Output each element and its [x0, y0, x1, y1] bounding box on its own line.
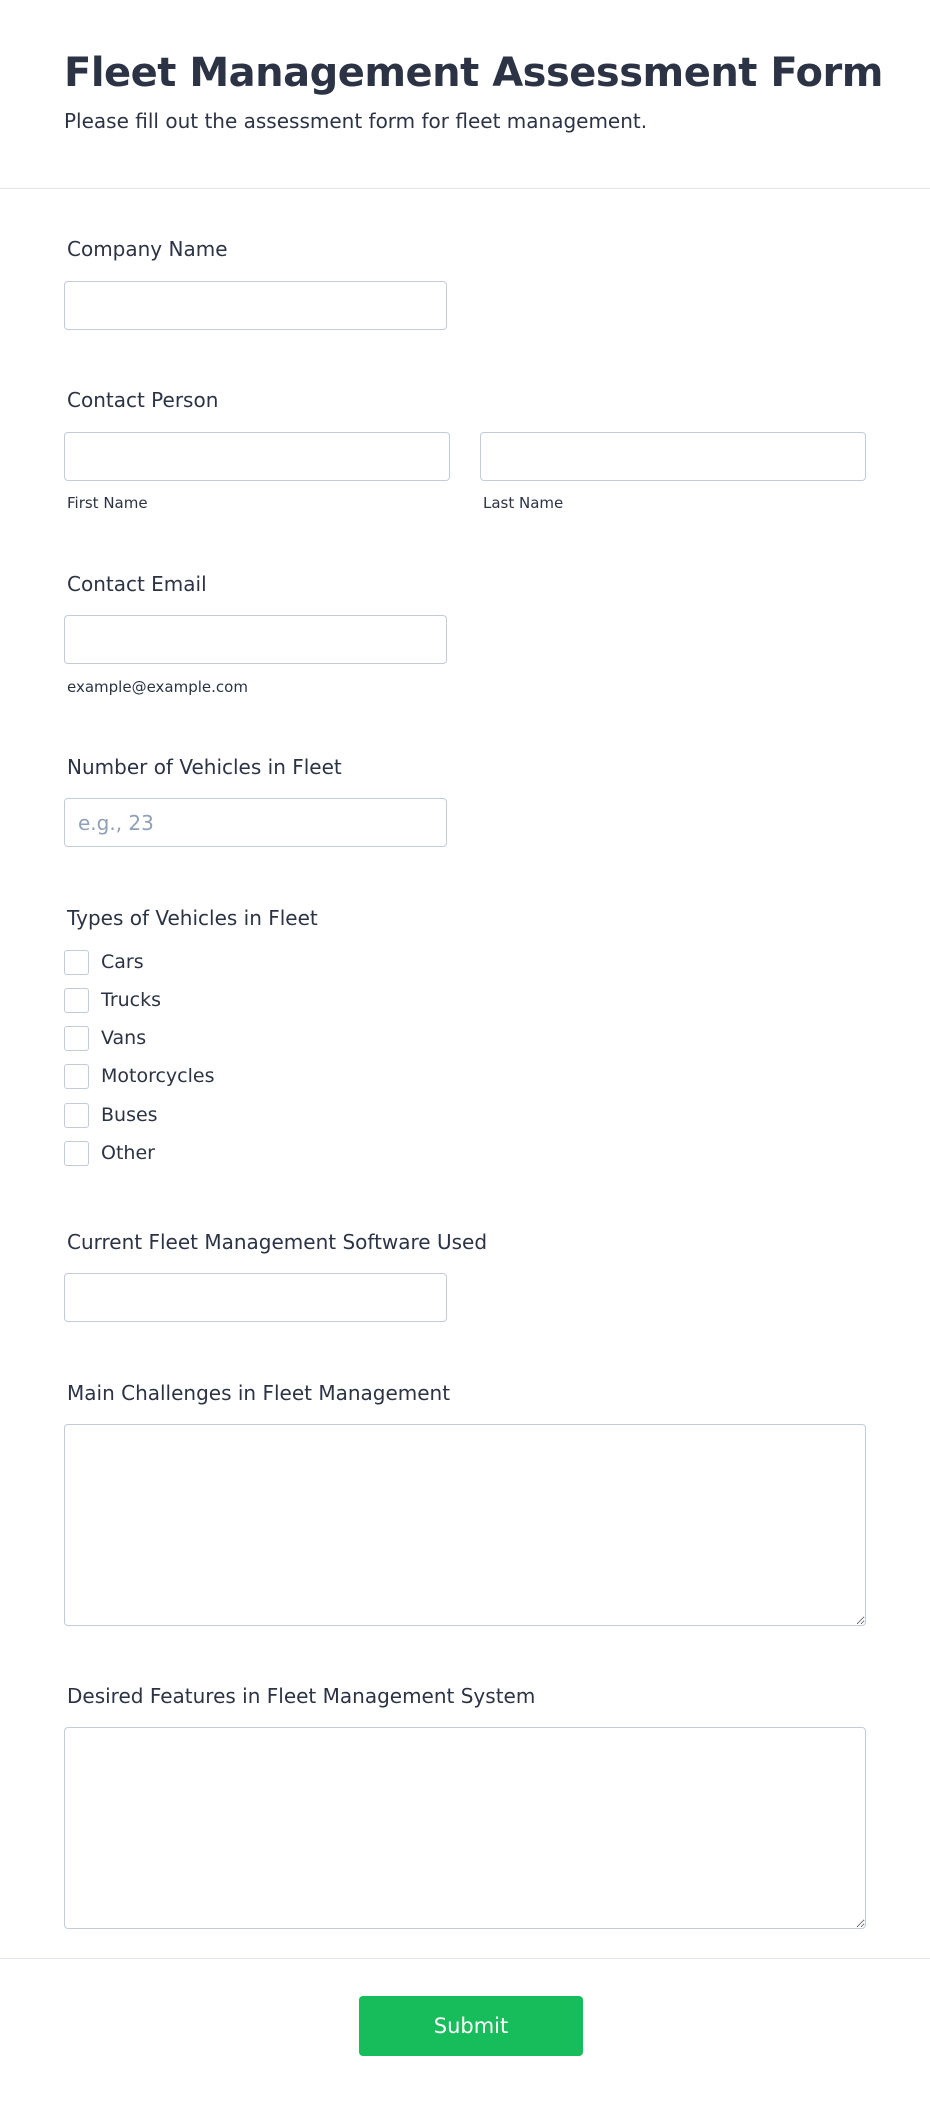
checkbox-label: Other: [101, 1142, 155, 1164]
checkbox-option-motorcycles[interactable]: [64, 1063, 215, 1089]
email-sublabel: example@example.com: [67, 678, 248, 696]
checkbox-option-cars[interactable]: [64, 949, 144, 975]
vehicle-types-label: Types of Vehicles in Fleet: [67, 906, 318, 930]
first-name-input[interactable]: [64, 432, 450, 481]
vehicle-count-label: Number of Vehicles in Fleet: [67, 755, 342, 779]
first-name-sublabel: First Name: [67, 494, 148, 512]
checkbox-label: Cars: [101, 951, 144, 973]
checkbox-label: Trucks: [101, 989, 162, 1011]
last-name-sublabel: Last Name: [483, 494, 564, 512]
checkbox[interactable]: [64, 988, 89, 1013]
features-textarea[interactable]: [64, 1727, 866, 1929]
checkbox-option-vans[interactable]: [64, 1025, 146, 1051]
checkbox[interactable]: [64, 950, 89, 975]
checkbox-label: Buses: [101, 1104, 158, 1126]
checkbox[interactable]: [64, 1064, 89, 1089]
checkbox[interactable]: [64, 1026, 89, 1051]
software-input[interactable]: [64, 1273, 447, 1322]
company-name-label: Company Name: [67, 237, 228, 261]
checkbox[interactable]: [64, 1103, 89, 1128]
submit-button[interactable]: Submit: [359, 1996, 583, 2056]
last-name-input[interactable]: [480, 432, 866, 481]
checkbox-option-trucks[interactable]: [64, 987, 161, 1013]
contact-email-input[interactable]: [64, 615, 447, 664]
challenges-label: Main Challenges in Fleet Management: [67, 1381, 451, 1405]
checkbox[interactable]: [64, 1141, 89, 1166]
checkbox-label: Vans: [101, 1027, 147, 1049]
checkbox-option-buses[interactable]: [64, 1102, 158, 1128]
company-name-input[interactable]: [64, 281, 447, 330]
contact-person-label: Contact Person: [67, 388, 219, 412]
form-subtitle: Please fill out the assessment form for fleet management.: [64, 109, 648, 133]
form-header: [0, 0, 930, 189]
contact-email-label: Contact Email: [67, 572, 207, 596]
challenges-textarea[interactable]: [64, 1424, 866, 1626]
checkbox-option-other[interactable]: [64, 1140, 155, 1166]
features-label: Desired Features in Fleet Management System: [67, 1684, 536, 1708]
software-label: Current Fleet Management Software Used: [67, 1230, 488, 1254]
form-footer: [0, 1958, 930, 2105]
vehicle-count-input[interactable]: [64, 798, 447, 847]
checkbox-label: Motorcycles: [101, 1065, 215, 1087]
form-title: Fleet Management Assessment Form: [64, 50, 883, 96]
